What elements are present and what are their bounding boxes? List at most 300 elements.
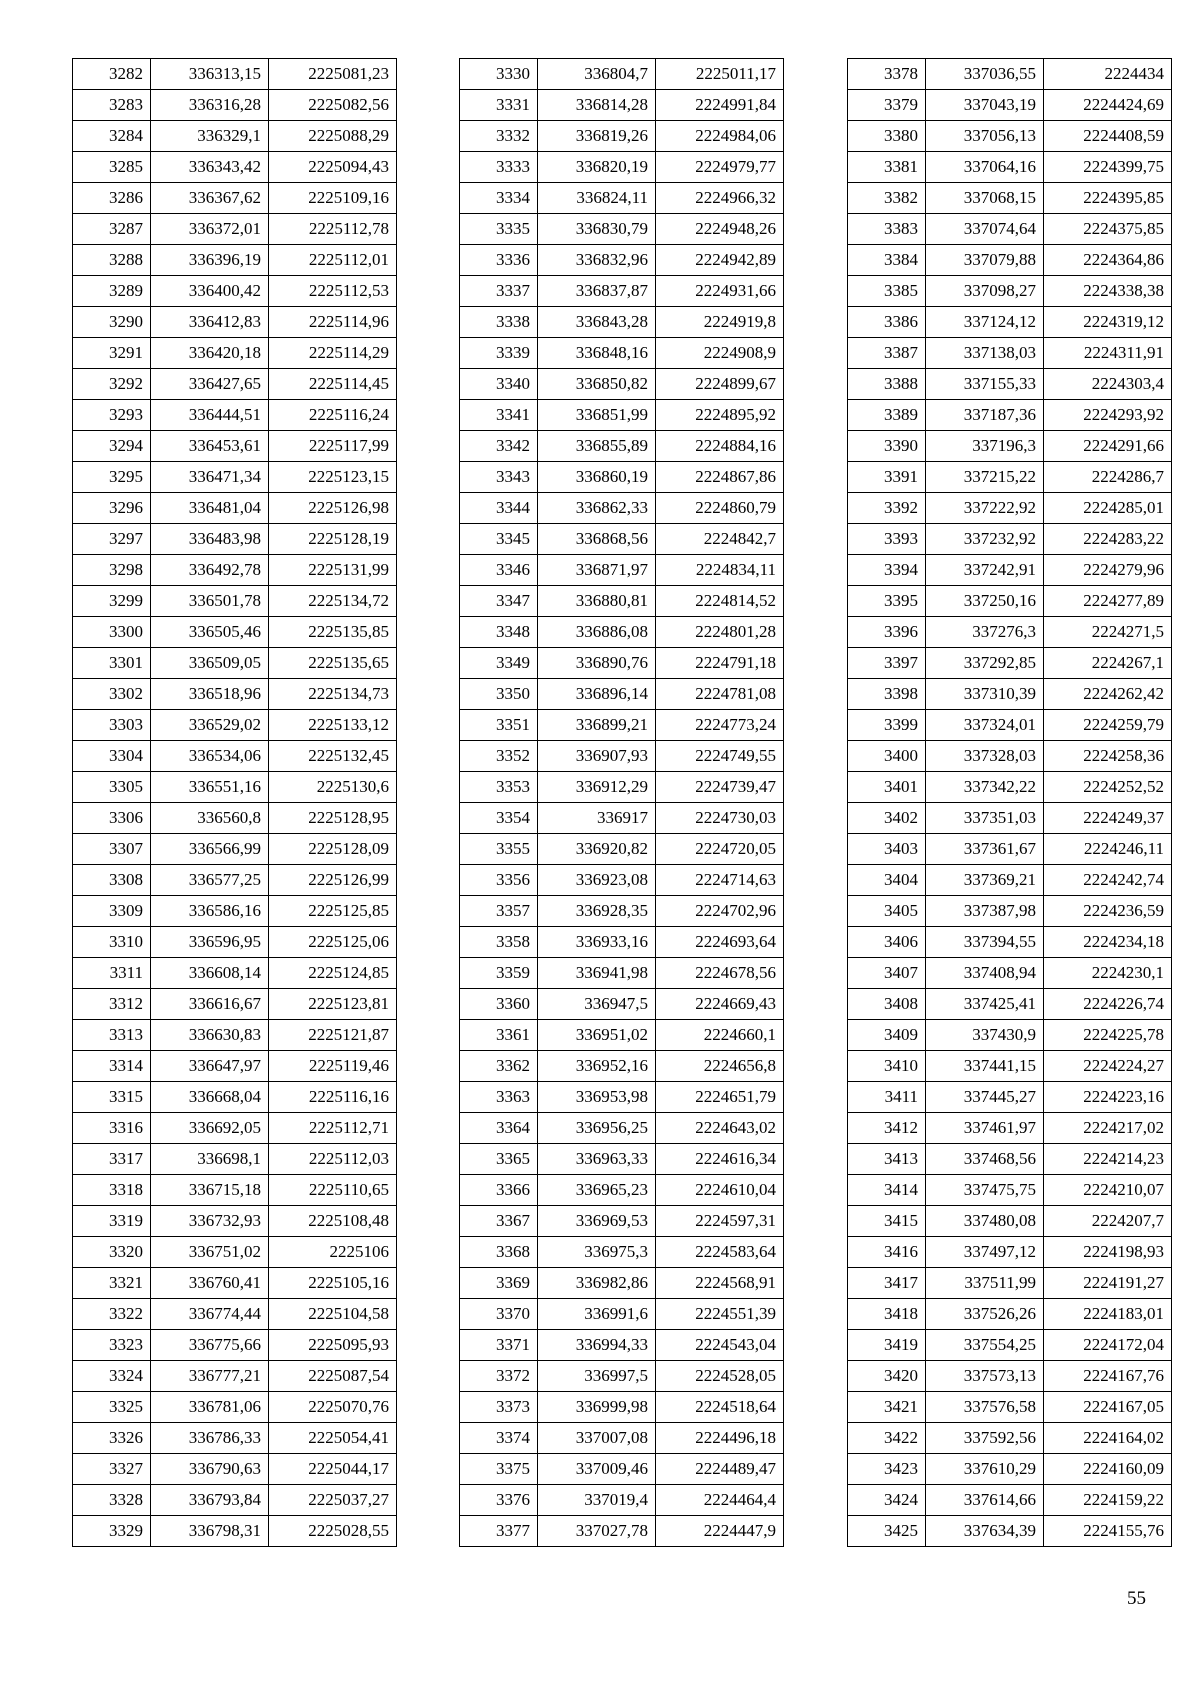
y-coordinate-cell: 2225135,85	[269, 617, 397, 648]
table-row	[460, 741, 784, 772]
table-row	[848, 1516, 1172, 1547]
x-coordinate-cell: 336920,82	[538, 834, 656, 865]
y-coordinate-cell: 2224198,93	[1044, 1237, 1172, 1268]
x-coordinate-cell: 337408,94	[926, 958, 1044, 989]
x-coordinate-cell: 337056,13	[926, 121, 1044, 152]
x-coordinate-cell: 337292,85	[926, 648, 1044, 679]
y-coordinate-cell: 2224210,07	[1044, 1175, 1172, 1206]
point-number-cell: 3398	[848, 679, 926, 710]
x-coordinate-cell: 336832,96	[538, 245, 656, 276]
x-coordinate-cell: 337079,88	[926, 245, 1044, 276]
y-coordinate-cell: 2224267,1	[1044, 648, 1172, 679]
point-number-cell: 3348	[460, 617, 538, 648]
y-coordinate-cell: 2224720,05	[656, 834, 784, 865]
point-number-cell: 3382	[848, 183, 926, 214]
point-number-cell: 3291	[73, 338, 151, 369]
x-coordinate-cell: 336329,1	[151, 121, 269, 152]
table-row	[460, 245, 784, 276]
y-coordinate-cell: 2224543,04	[656, 1330, 784, 1361]
table-row	[460, 1392, 784, 1423]
y-coordinate-cell: 2224164,02	[1044, 1423, 1172, 1454]
point-number-cell: 3385	[848, 276, 926, 307]
y-coordinate-cell: 2224395,85	[1044, 183, 1172, 214]
point-number-cell: 3282	[73, 59, 151, 90]
point-number-cell: 3287	[73, 214, 151, 245]
table-row	[848, 307, 1172, 338]
table-row	[460, 1020, 784, 1051]
x-coordinate-cell: 336868,56	[538, 524, 656, 555]
table-row	[73, 59, 397, 90]
y-coordinate-cell: 2225070,76	[269, 1392, 397, 1423]
x-coordinate-cell: 336912,29	[538, 772, 656, 803]
y-coordinate-cell: 2224773,24	[656, 710, 784, 741]
y-coordinate-cell: 2224979,77	[656, 152, 784, 183]
table-row	[848, 1020, 1172, 1051]
point-number-cell: 3360	[460, 989, 538, 1020]
y-coordinate-cell: 2224739,47	[656, 772, 784, 803]
table-row	[460, 59, 784, 90]
point-number-cell: 3296	[73, 493, 151, 524]
y-coordinate-cell: 2224242,74	[1044, 865, 1172, 896]
point-number-cell: 3325	[73, 1392, 151, 1423]
table-row	[73, 896, 397, 927]
point-number-cell: 3410	[848, 1051, 926, 1082]
y-coordinate-cell: 2224518,64	[656, 1392, 784, 1423]
point-number-cell: 3290	[73, 307, 151, 338]
table-row	[460, 338, 784, 369]
x-coordinate-cell: 337215,22	[926, 462, 1044, 493]
point-number-cell: 3387	[848, 338, 926, 369]
y-coordinate-cell: 2224948,26	[656, 214, 784, 245]
point-number-cell: 3424	[848, 1485, 926, 1516]
x-coordinate-cell: 336775,66	[151, 1330, 269, 1361]
table-row	[848, 586, 1172, 617]
point-number-cell: 3305	[73, 772, 151, 803]
x-coordinate-cell: 337222,92	[926, 493, 1044, 524]
table-row	[73, 431, 397, 462]
y-coordinate-cell: 2224230,1	[1044, 958, 1172, 989]
point-number-cell: 3395	[848, 586, 926, 617]
y-coordinate-cell: 2224364,86	[1044, 245, 1172, 276]
y-coordinate-cell: 2225112,78	[269, 214, 397, 245]
y-coordinate-cell: 2224714,63	[656, 865, 784, 896]
table-row	[848, 90, 1172, 121]
table-row	[460, 1206, 784, 1237]
x-coordinate-cell: 337526,26	[926, 1299, 1044, 1330]
y-coordinate-cell: 2225119,46	[269, 1051, 397, 1082]
point-number-cell: 3318	[73, 1175, 151, 1206]
y-coordinate-cell: 2225104,58	[269, 1299, 397, 1330]
table-row	[848, 617, 1172, 648]
x-coordinate-cell: 337098,27	[926, 276, 1044, 307]
table-row	[848, 1299, 1172, 1330]
x-coordinate-cell: 337387,98	[926, 896, 1044, 927]
x-coordinate-cell: 337441,15	[926, 1051, 1044, 1082]
x-coordinate-cell: 336969,53	[538, 1206, 656, 1237]
point-number-cell: 3425	[848, 1516, 926, 1547]
point-number-cell: 3390	[848, 431, 926, 462]
y-coordinate-cell: 2225125,85	[269, 896, 397, 927]
x-coordinate-cell: 336896,14	[538, 679, 656, 710]
y-coordinate-cell: 2224223,16	[1044, 1082, 1172, 1113]
point-number-cell: 3396	[848, 617, 926, 648]
table-row	[73, 741, 397, 772]
table-row	[848, 1454, 1172, 1485]
x-coordinate-cell: 336501,78	[151, 586, 269, 617]
x-coordinate-cell: 336774,44	[151, 1299, 269, 1330]
y-coordinate-cell: 2225109,16	[269, 183, 397, 214]
y-coordinate-cell: 2224464,4	[656, 1485, 784, 1516]
table-row	[460, 772, 784, 803]
point-number-cell: 3373	[460, 1392, 538, 1423]
point-number-cell: 3323	[73, 1330, 151, 1361]
point-number-cell: 3320	[73, 1237, 151, 1268]
table-row	[460, 183, 784, 214]
point-number-cell: 3329	[73, 1516, 151, 1547]
point-number-cell: 3409	[848, 1020, 926, 1051]
point-number-cell: 3379	[848, 90, 926, 121]
table-row	[73, 1113, 397, 1144]
y-coordinate-cell: 2224236,59	[1044, 896, 1172, 927]
table-row	[848, 369, 1172, 400]
x-coordinate-cell: 336577,25	[151, 865, 269, 896]
table-row	[73, 152, 397, 183]
x-coordinate-cell: 336453,61	[151, 431, 269, 462]
y-coordinate-cell: 2225123,81	[269, 989, 397, 1020]
point-number-cell: 3327	[73, 1454, 151, 1485]
x-coordinate-cell: 336529,02	[151, 710, 269, 741]
y-coordinate-cell: 2224583,64	[656, 1237, 784, 1268]
page-number: 55	[1127, 1588, 1146, 1609]
x-coordinate-cell: 336751,02	[151, 1237, 269, 1268]
x-coordinate-cell: 336871,97	[538, 555, 656, 586]
x-coordinate-cell: 336518,96	[151, 679, 269, 710]
y-coordinate-cell: 2224749,55	[656, 741, 784, 772]
x-coordinate-cell: 336715,18	[151, 1175, 269, 1206]
point-number-cell: 3306	[73, 803, 151, 834]
table-row	[848, 462, 1172, 493]
table-row	[73, 1361, 397, 1392]
x-coordinate-cell: 337351,03	[926, 803, 1044, 834]
x-coordinate-cell: 336907,93	[538, 741, 656, 772]
x-coordinate-cell: 336991,6	[538, 1299, 656, 1330]
y-coordinate-cell: 2224226,74	[1044, 989, 1172, 1020]
point-number-cell: 3353	[460, 772, 538, 803]
y-coordinate-cell: 2225037,27	[269, 1485, 397, 1516]
table-row	[73, 1423, 397, 1454]
point-number-cell: 3359	[460, 958, 538, 989]
table-row	[848, 1330, 1172, 1361]
table-row	[73, 648, 397, 679]
y-coordinate-cell: 2224258,36	[1044, 741, 1172, 772]
table-row	[848, 1113, 1172, 1144]
point-number-cell: 3337	[460, 276, 538, 307]
x-coordinate-cell: 337068,15	[926, 183, 1044, 214]
table-row	[460, 1113, 784, 1144]
x-coordinate-cell: 336790,63	[151, 1454, 269, 1485]
x-coordinate-cell: 336692,05	[151, 1113, 269, 1144]
y-coordinate-cell: 2224899,67	[656, 369, 784, 400]
y-coordinate-cell: 2224660,1	[656, 1020, 784, 1051]
table-row	[460, 1361, 784, 1392]
table-row	[73, 400, 397, 431]
x-coordinate-cell: 336396,19	[151, 245, 269, 276]
point-number-cell: 3293	[73, 400, 151, 431]
y-coordinate-cell: 2224338,38	[1044, 276, 1172, 307]
y-coordinate-cell: 2225094,43	[269, 152, 397, 183]
table-row	[73, 1330, 397, 1361]
y-coordinate-cell: 2224291,66	[1044, 431, 1172, 462]
table-row	[460, 1144, 784, 1175]
point-number-cell: 3295	[73, 462, 151, 493]
table-row	[73, 338, 397, 369]
table-row	[848, 927, 1172, 958]
y-coordinate-cell: 2224172,04	[1044, 1330, 1172, 1361]
x-coordinate-cell: 336534,06	[151, 741, 269, 772]
x-coordinate-cell: 337475,75	[926, 1175, 1044, 1206]
point-number-cell: 3294	[73, 431, 151, 462]
x-coordinate-cell: 337187,36	[926, 400, 1044, 431]
point-number-cell: 3288	[73, 245, 151, 276]
point-number-cell: 3384	[848, 245, 926, 276]
x-coordinate-cell: 336509,05	[151, 648, 269, 679]
table-row	[848, 121, 1172, 152]
x-coordinate-cell: 337425,41	[926, 989, 1044, 1020]
y-coordinate-cell: 2225126,98	[269, 493, 397, 524]
point-number-cell: 3401	[848, 772, 926, 803]
x-coordinate-cell: 336880,81	[538, 586, 656, 617]
point-number-cell: 3298	[73, 555, 151, 586]
point-number-cell: 3388	[848, 369, 926, 400]
y-coordinate-cell: 2225095,93	[269, 1330, 397, 1361]
y-coordinate-cell: 2224984,06	[656, 121, 784, 152]
point-number-cell: 3316	[73, 1113, 151, 1144]
y-coordinate-cell: 2224942,89	[656, 245, 784, 276]
y-coordinate-cell: 2224271,5	[1044, 617, 1172, 648]
y-coordinate-cell: 2224159,22	[1044, 1485, 1172, 1516]
y-coordinate-cell: 2224183,01	[1044, 1299, 1172, 1330]
table-row	[73, 462, 397, 493]
point-number-cell: 3366	[460, 1175, 538, 1206]
point-number-cell: 3315	[73, 1082, 151, 1113]
point-number-cell: 3309	[73, 896, 151, 927]
y-coordinate-cell: 2224860,79	[656, 493, 784, 524]
x-coordinate-cell: 336760,41	[151, 1268, 269, 1299]
x-coordinate-cell: 336830,79	[538, 214, 656, 245]
x-coordinate-cell: 336586,16	[151, 896, 269, 927]
table-row	[848, 183, 1172, 214]
table-row	[460, 834, 784, 865]
y-coordinate-cell: 2224262,42	[1044, 679, 1172, 710]
y-coordinate-cell: 2224867,86	[656, 462, 784, 493]
x-coordinate-cell: 336732,93	[151, 1206, 269, 1237]
x-coordinate-cell: 336492,78	[151, 555, 269, 586]
point-number-cell: 3376	[460, 1485, 538, 1516]
table-row	[460, 400, 784, 431]
point-number-cell: 3317	[73, 1144, 151, 1175]
x-coordinate-cell: 336923,08	[538, 865, 656, 896]
y-coordinate-cell: 2224496,18	[656, 1423, 784, 1454]
x-coordinate-cell: 336616,67	[151, 989, 269, 1020]
y-coordinate-cell: 2224155,76	[1044, 1516, 1172, 1547]
x-coordinate-cell: 336316,28	[151, 90, 269, 121]
table-row	[460, 586, 784, 617]
y-coordinate-cell: 2225112,53	[269, 276, 397, 307]
x-coordinate-cell: 337480,08	[926, 1206, 1044, 1237]
table-row	[73, 307, 397, 338]
x-coordinate-cell: 337328,03	[926, 741, 1044, 772]
x-coordinate-cell: 337310,39	[926, 679, 1044, 710]
y-coordinate-cell: 2224424,69	[1044, 90, 1172, 121]
point-number-cell: 3357	[460, 896, 538, 927]
x-coordinate-cell: 337497,12	[926, 1237, 1044, 1268]
x-coordinate-cell: 337361,67	[926, 834, 1044, 865]
point-number-cell: 3383	[848, 214, 926, 245]
point-number-cell: 3421	[848, 1392, 926, 1423]
x-coordinate-cell: 336798,31	[151, 1516, 269, 1547]
point-number-cell: 3408	[848, 989, 926, 1020]
y-coordinate-cell: 2224249,37	[1044, 803, 1172, 834]
point-number-cell: 3377	[460, 1516, 538, 1547]
x-coordinate-cell: 336917	[538, 803, 656, 834]
table-row	[73, 865, 397, 896]
point-number-cell: 3304	[73, 741, 151, 772]
y-coordinate-cell: 2225054,41	[269, 1423, 397, 1454]
y-coordinate-cell: 2225133,12	[269, 710, 397, 741]
table-row	[848, 338, 1172, 369]
table-row	[73, 369, 397, 400]
table-row	[73, 276, 397, 307]
y-coordinate-cell: 2225114,96	[269, 307, 397, 338]
point-number-cell: 3404	[848, 865, 926, 896]
point-number-cell: 3368	[460, 1237, 538, 1268]
x-coordinate-cell: 336860,19	[538, 462, 656, 493]
y-coordinate-cell: 2224693,64	[656, 927, 784, 958]
table-row	[848, 1485, 1172, 1516]
table-row	[73, 214, 397, 245]
y-coordinate-cell: 2224991,84	[656, 90, 784, 121]
x-coordinate-cell: 336698,1	[151, 1144, 269, 1175]
x-coordinate-cell: 337576,58	[926, 1392, 1044, 1423]
x-coordinate-cell: 336668,04	[151, 1082, 269, 1113]
table-row	[73, 1051, 397, 1082]
x-coordinate-cell: 337511,99	[926, 1268, 1044, 1299]
table-row	[460, 431, 784, 462]
point-number-cell: 3374	[460, 1423, 538, 1454]
y-coordinate-cell: 2224279,96	[1044, 555, 1172, 586]
table-row	[848, 1423, 1172, 1454]
x-coordinate-cell: 337430,9	[926, 1020, 1044, 1051]
table-row	[460, 648, 784, 679]
y-coordinate-cell: 2224408,59	[1044, 121, 1172, 152]
table-row	[460, 1051, 784, 1082]
x-coordinate-cell: 336997,5	[538, 1361, 656, 1392]
point-number-cell: 3363	[460, 1082, 538, 1113]
y-coordinate-cell: 2225121,87	[269, 1020, 397, 1051]
y-coordinate-cell: 2224286,7	[1044, 462, 1172, 493]
point-number-cell: 3365	[460, 1144, 538, 1175]
y-coordinate-cell: 2224399,75	[1044, 152, 1172, 183]
point-number-cell: 3319	[73, 1206, 151, 1237]
table-row	[73, 90, 397, 121]
point-number-cell: 3339	[460, 338, 538, 369]
table-row	[73, 679, 397, 710]
point-number-cell: 3351	[460, 710, 538, 741]
x-coordinate-cell: 336848,16	[538, 338, 656, 369]
point-number-cell: 3420	[848, 1361, 926, 1392]
table-row	[460, 369, 784, 400]
y-coordinate-cell: 2224966,32	[656, 183, 784, 214]
x-coordinate-cell: 336596,95	[151, 927, 269, 958]
table-row	[460, 989, 784, 1020]
point-number-cell: 3386	[848, 307, 926, 338]
table-row	[73, 1237, 397, 1268]
table-row	[73, 710, 397, 741]
y-coordinate-cell: 2224489,47	[656, 1454, 784, 1485]
y-coordinate-cell: 2225126,99	[269, 865, 397, 896]
table-row	[848, 431, 1172, 462]
table-row	[460, 958, 784, 989]
y-coordinate-cell: 2224931,66	[656, 276, 784, 307]
y-coordinate-cell: 2225131,99	[269, 555, 397, 586]
point-number-cell: 3399	[848, 710, 926, 741]
point-number-cell: 3308	[73, 865, 151, 896]
y-coordinate-cell: 2224834,11	[656, 555, 784, 586]
point-number-cell: 3381	[848, 152, 926, 183]
x-coordinate-cell: 337138,03	[926, 338, 1044, 369]
point-number-cell: 3324	[73, 1361, 151, 1392]
x-coordinate-cell: 337074,64	[926, 214, 1044, 245]
table-row	[848, 741, 1172, 772]
x-coordinate-cell: 337468,56	[926, 1144, 1044, 1175]
x-coordinate-cell: 336963,33	[538, 1144, 656, 1175]
table-row	[73, 245, 397, 276]
point-number-cell: 3400	[848, 741, 926, 772]
x-coordinate-cell: 337196,3	[926, 431, 1044, 462]
y-coordinate-cell: 2225130,6	[269, 772, 397, 803]
point-number-cell: 3292	[73, 369, 151, 400]
table-row	[73, 1454, 397, 1485]
coordinate-table-1	[72, 58, 397, 1547]
x-coordinate-cell: 336819,26	[538, 121, 656, 152]
point-number-cell: 3402	[848, 803, 926, 834]
point-number-cell: 3330	[460, 59, 538, 90]
y-coordinate-cell: 2225128,09	[269, 834, 397, 865]
table-row	[73, 183, 397, 214]
point-number-cell: 3313	[73, 1020, 151, 1051]
y-coordinate-cell: 2225105,16	[269, 1268, 397, 1299]
table-row	[848, 1082, 1172, 1113]
point-number-cell: 3354	[460, 803, 538, 834]
table-row	[848, 1144, 1172, 1175]
coordinate-table-2	[459, 58, 784, 1547]
point-number-cell: 3362	[460, 1051, 538, 1082]
table-row	[460, 1299, 784, 1330]
point-number-cell: 3411	[848, 1082, 926, 1113]
table-row	[460, 896, 784, 927]
x-coordinate-cell: 336933,16	[538, 927, 656, 958]
point-number-cell: 3378	[848, 59, 926, 90]
table-row	[460, 524, 784, 555]
point-number-cell: 3322	[73, 1299, 151, 1330]
point-number-cell: 3303	[73, 710, 151, 741]
x-coordinate-cell: 336372,01	[151, 214, 269, 245]
table-row	[848, 1361, 1172, 1392]
point-number-cell: 3358	[460, 927, 538, 958]
point-number-cell: 3326	[73, 1423, 151, 1454]
y-coordinate-cell: 2225123,15	[269, 462, 397, 493]
x-coordinate-cell: 337461,97	[926, 1113, 1044, 1144]
